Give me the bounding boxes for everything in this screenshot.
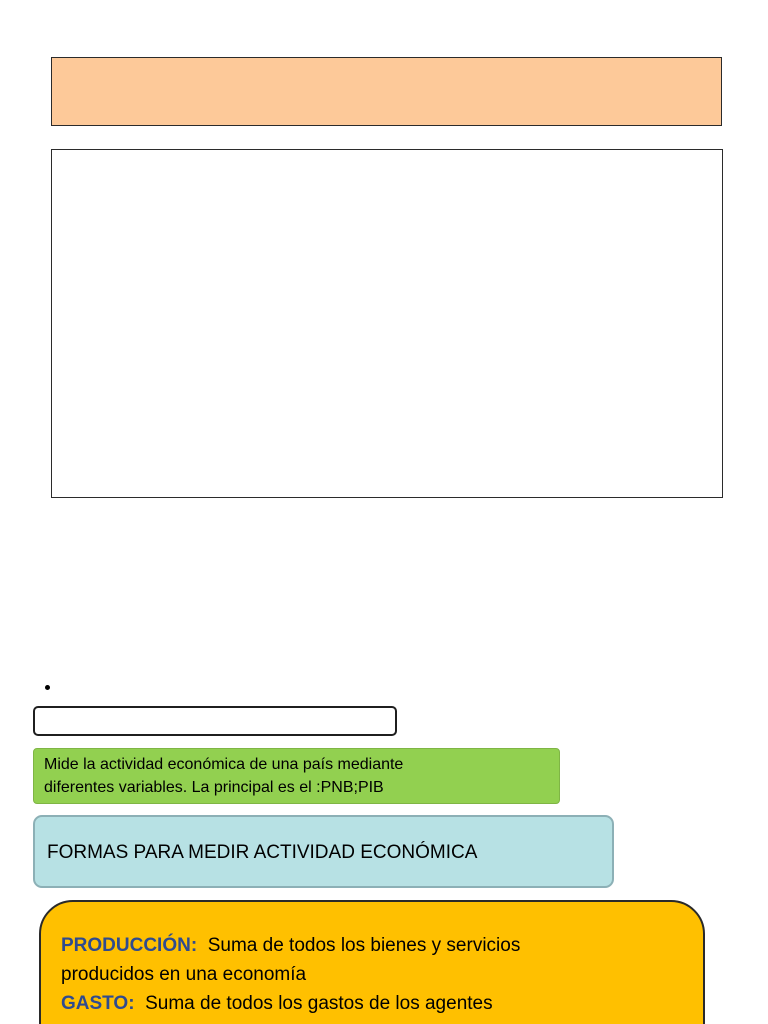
empty-label-box [33, 706, 397, 736]
content-frame [51, 149, 723, 498]
definition-text: Suma de todos los bienes y servicios [197, 935, 521, 956]
measurement-heading-box [33, 815, 614, 888]
definition-term: GASTO: [61, 993, 135, 1014]
title-band [51, 57, 722, 126]
description-line: diferentes variables. La principal es el :PNB;PIB [44, 779, 384, 796]
bullet-point [45, 685, 50, 690]
definition-text-continued: producidos en una economía [61, 964, 307, 985]
description-line: Mide la actividad económica de una país mediante [44, 756, 404, 773]
definition-text: Suma de todos los gastos de los agentes [134, 993, 493, 1014]
definition-production [61, 931, 683, 960]
definitions-box [39, 900, 705, 1024]
description-box [33, 748, 560, 804]
measurement-heading: FORMAS PARA MEDIR ACTIVIDAD ECONÓMICA [47, 842, 478, 863]
definition-term: PRODUCCIÓN: [61, 935, 198, 956]
definition-spending [61, 989, 683, 1018]
